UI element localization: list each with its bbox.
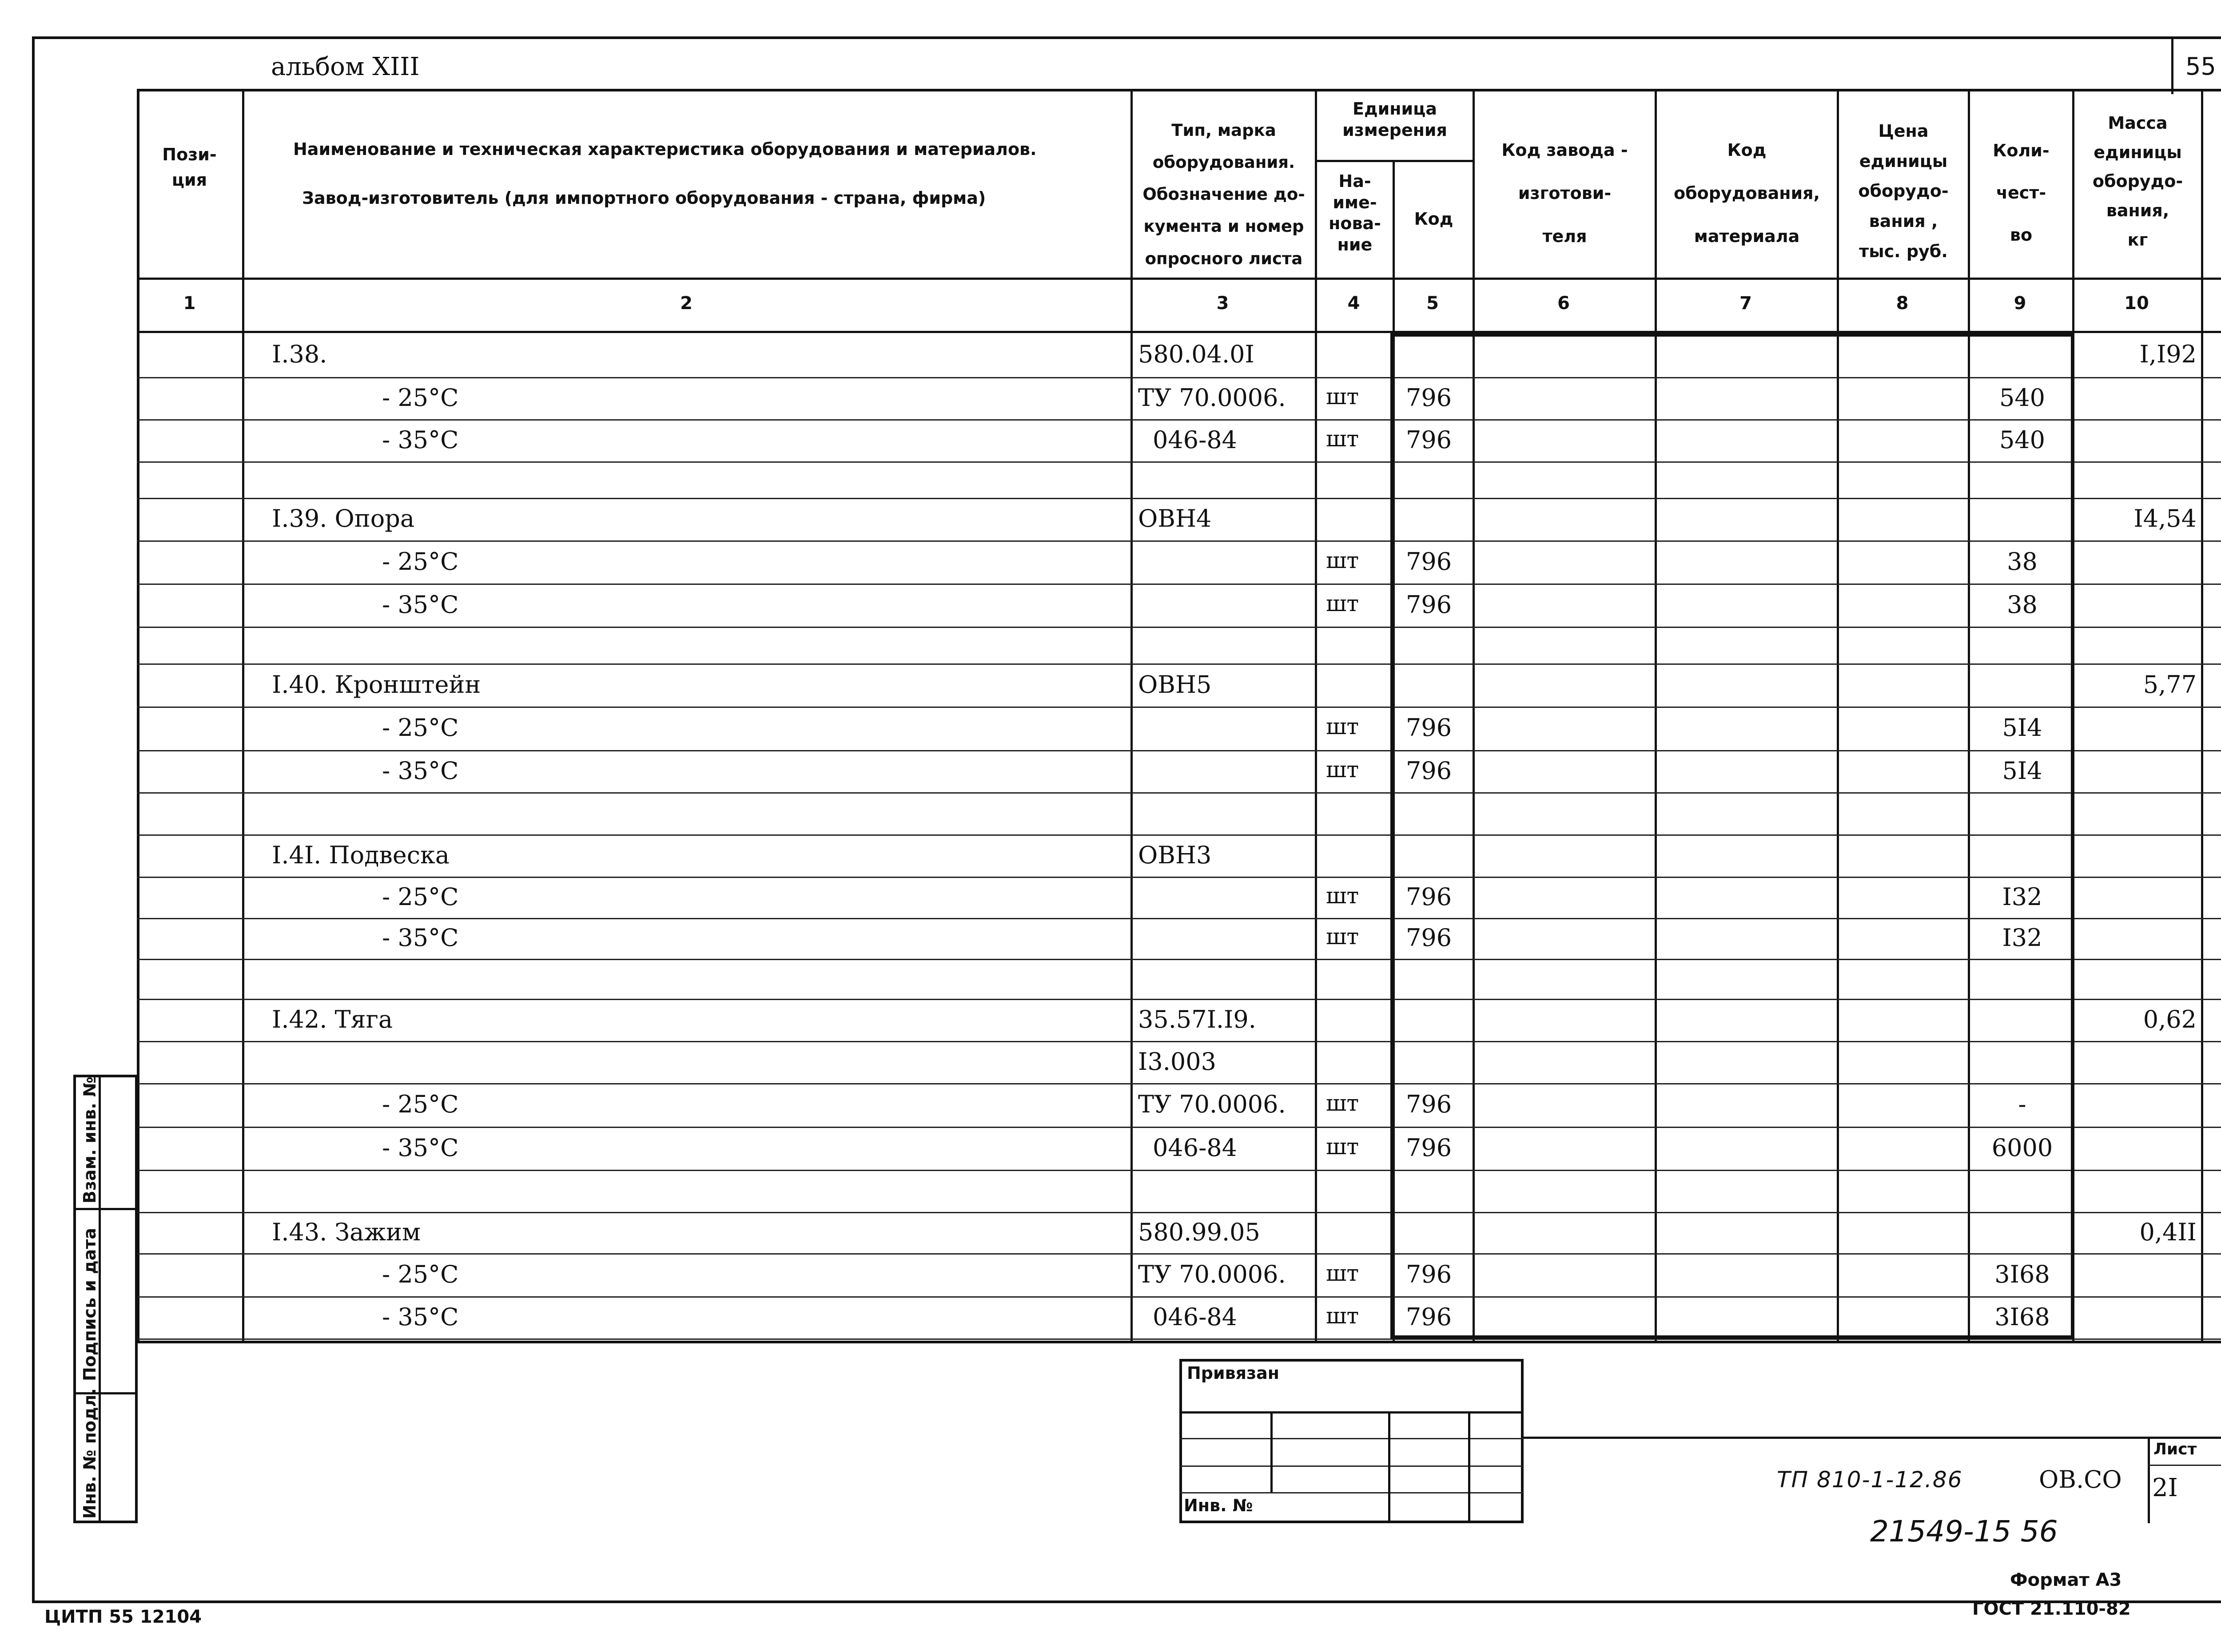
privyazan-col: [1388, 1411, 1390, 1523]
item-type: ОВН3: [1138, 841, 1212, 869]
colnum-9: 9: [2014, 293, 2026, 314]
item-type: ТУ 70.0006.: [1138, 1260, 1286, 1288]
item-type: ОВН4: [1138, 504, 1212, 532]
item-quantity: 540: [1999, 383, 2046, 412]
item-type: 046-84: [1153, 1303, 1238, 1331]
header-factory-code: Код завода - изготови- теля: [1501, 140, 1628, 246]
bold-body-box: [1390, 333, 2074, 1339]
privyazan-line: [1179, 1438, 1524, 1439]
header-price: Цена единицы оборудо- вания , тыс. руб.: [1858, 121, 1949, 261]
cntp-label: ЦИТП 55 12104: [44, 1607, 202, 1627]
item-unit: шт: [1326, 924, 1359, 949]
item-quantity: 38: [2007, 547, 2038, 576]
item-name: - 35°С: [382, 924, 459, 952]
item-quantity: 6000: [1991, 1133, 2053, 1162]
item-quantity: -: [2018, 1090, 2026, 1118]
col-line: [1315, 89, 1317, 1343]
header-name-line2: Завод-изготовитель (для импортного оборудования - страна, фирма): [302, 188, 986, 208]
colnum-1: 1: [183, 293, 196, 314]
colnum-4: 4: [1347, 293, 1360, 314]
item-code: 796: [1406, 756, 1452, 785]
item-unit: шт: [1326, 882, 1359, 909]
item-code: 796: [1406, 425, 1452, 454]
inv-no-label: Инв. №: [1184, 1496, 1253, 1515]
item-unit: шт: [1326, 1133, 1359, 1160]
item-name: I.4I. Подвеска: [272, 841, 450, 869]
document-mark: ОВ.СО: [2039, 1465, 2122, 1493]
colnum-3: 3: [1216, 293, 1229, 314]
item-name: - 25°С: [382, 882, 459, 911]
item-name: I.40. Кронштейн: [272, 670, 481, 699]
privyazan-col: [1270, 1411, 1273, 1492]
item-name: - 35°С: [382, 590, 459, 619]
sheet-label-line: [2148, 1465, 2221, 1466]
item-unit: шт: [1326, 756, 1359, 782]
titleblock-top-line: [1524, 1437, 2221, 1439]
item-name: - 25°С: [382, 383, 459, 412]
header-mass: Масса единицы оборудо- вания, кг: [2092, 113, 2183, 250]
item-code: 796: [1406, 882, 1452, 911]
item-unit: шт: [1326, 547, 1359, 573]
item-name: - 35°С: [382, 425, 459, 454]
item-mass: 0,4II: [2139, 1218, 2197, 1246]
item-unit: шт: [1326, 1303, 1359, 1329]
privyazan-line: [1179, 1492, 1524, 1493]
item-type: ТУ 70.0006.: [1138, 1090, 1286, 1118]
item-code: 796: [1406, 714, 1452, 742]
header-type: Тип, марка оборудования. Обозначение до- кумента и номер опросного листа: [1142, 121, 1305, 268]
item-type: 580.99.05: [1138, 1218, 1260, 1246]
item-unit: шт: [1326, 383, 1359, 409]
item-quantity: 540: [1999, 425, 2046, 454]
stamp-replace-inv: Взам. инв. №: [80, 1076, 100, 1203]
header-unit-code: Код: [1414, 209, 1453, 229]
handwritten-number: 21549-15 56: [1870, 1514, 2058, 1549]
item-type: I3.003: [1138, 1047, 1216, 1076]
colnum-6: 6: [1557, 293, 1570, 314]
item-name: - 35°С: [382, 1133, 459, 1162]
item-quantity: 3I68: [1994, 1260, 2050, 1288]
item-unit: шт: [1326, 425, 1359, 452]
item-type: ТУ 70.0006.: [1138, 383, 1286, 412]
header-quantity: Коли- чест- во: [1993, 141, 2050, 245]
colnum-5: 5: [1426, 293, 1439, 314]
stamp-signature-date: Подпись и дата: [80, 1227, 100, 1381]
header-unit-name: На- име- нова- ние: [1329, 171, 1381, 254]
item-unit: шт: [1326, 590, 1359, 616]
item-name: - 25°С: [382, 1090, 459, 1118]
sheet-divider: [2148, 1437, 2150, 1523]
header-unit: Единица измерения: [1342, 99, 1447, 140]
col-line: [242, 89, 244, 1343]
item-name: I.38.: [272, 340, 327, 368]
item-quantity: 5I4: [2002, 714, 2042, 742]
item-mass: 5,77: [2143, 670, 2197, 699]
item-quantity: I32: [2002, 882, 2042, 911]
item-name: I.42. Тяга: [272, 1005, 393, 1033]
item-name: - 25°С: [382, 714, 459, 742]
sheet-number: 2I: [2152, 1473, 2178, 1502]
item-unit: шт: [1326, 1090, 1359, 1116]
item-name: - 25°С: [382, 1260, 459, 1288]
side-stamp-line: [73, 1208, 138, 1210]
item-name: - 35°С: [382, 756, 459, 785]
item-unit: шт: [1326, 714, 1359, 739]
item-code: 796: [1406, 383, 1452, 412]
header-position: Пози- ция: [162, 145, 217, 190]
item-mass: I4,54: [2133, 504, 2197, 532]
item-type: 35.57I.I9.: [1138, 1005, 1256, 1033]
page-number-divider: [2171, 36, 2173, 94]
item-code: 796: [1406, 547, 1452, 576]
privyazan-line: [1179, 1465, 1524, 1467]
format-label: Формат А3: [2010, 1570, 2122, 1590]
item-code: 796: [1406, 1133, 1452, 1162]
item-name: - 25°С: [382, 547, 459, 576]
item-type: 580.04.0I: [1138, 340, 1254, 368]
privyazan-col: [1468, 1411, 1470, 1523]
item-type: 046-84: [1153, 1133, 1238, 1162]
header-name-line1: Наименование и техническая характеристика оборудования и материалов.: [293, 139, 1037, 159]
col-line: [1130, 89, 1133, 1343]
document-code: ТП 810-1-12.86: [1777, 1467, 1963, 1493]
item-type: ОВН5: [1138, 670, 1212, 699]
item-name: I.43. Зажим: [272, 1218, 421, 1246]
item-code: 796: [1406, 1303, 1452, 1331]
item-name: I.39. Опора: [272, 504, 415, 532]
col-line: [2201, 89, 2203, 1343]
colnum-10: 10: [2124, 293, 2149, 314]
header-bottom-line: [137, 278, 2221, 280]
header-split-line: [1315, 160, 1473, 162]
item-code: 796: [1406, 590, 1452, 619]
item-code: 796: [1406, 1260, 1452, 1288]
item-quantity: 3I68: [1994, 1303, 2050, 1331]
stamp-orig-inv: Инв. № подл.: [80, 1388, 100, 1519]
album-label: альбом XIII: [271, 52, 420, 81]
item-name: - 35°С: [382, 1303, 459, 1331]
item-mass: 0,62: [2143, 1005, 2197, 1033]
colnum-2: 2: [680, 293, 693, 314]
colnum-8: 8: [1896, 293, 1909, 314]
privyazan-line: [1179, 1411, 1524, 1414]
page-number: 55: [2185, 52, 2216, 80]
item-quantity: 38: [2007, 590, 2038, 619]
header-equipment-code: Код оборудования, материала: [1674, 140, 1820, 246]
gost-label: ГОСТ 21.110-82: [1972, 1599, 2131, 1619]
item-quantity: 5I4: [2002, 756, 2042, 785]
item-code: 796: [1406, 924, 1452, 952]
item-quantity: I32: [2002, 924, 2042, 952]
item-unit: шт: [1326, 1260, 1359, 1286]
item-type: 046-84: [1153, 425, 1238, 454]
item-code: 796: [1406, 1090, 1452, 1118]
sheet-label: Лист: [2153, 1440, 2197, 1458]
colnum-7: 7: [1739, 293, 1752, 314]
privyazan-label: Привязан: [1187, 1363, 1280, 1383]
item-mass: I,I92: [2139, 340, 2197, 368]
